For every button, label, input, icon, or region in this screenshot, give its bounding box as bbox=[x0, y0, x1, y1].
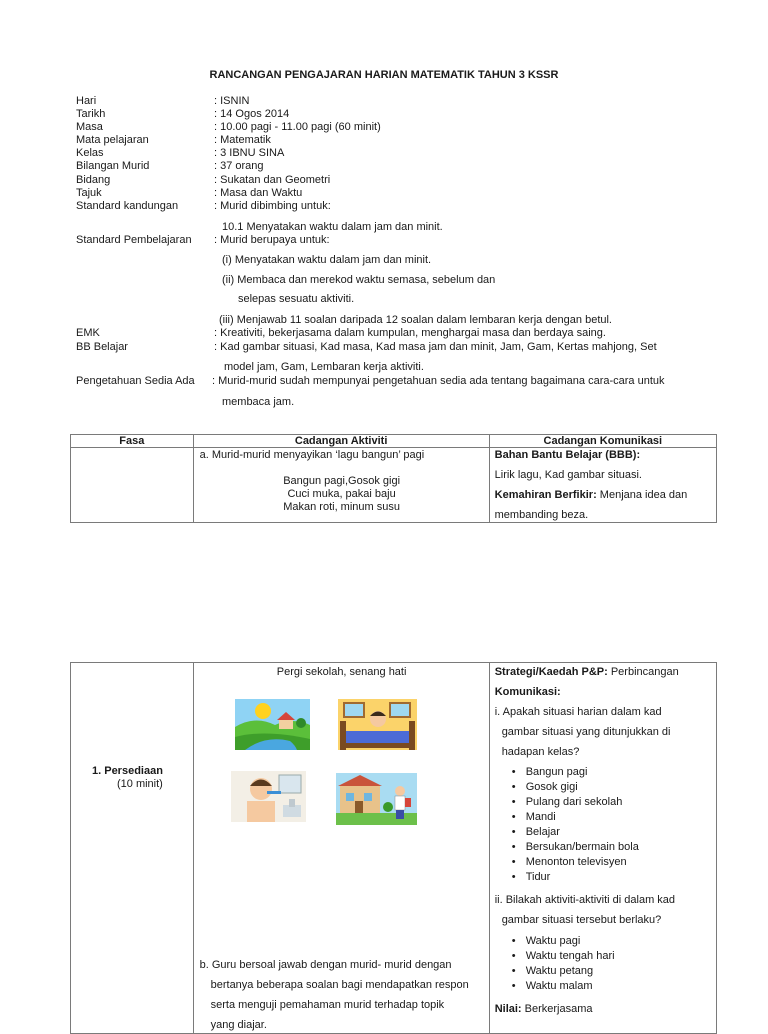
question-1-line-1: i. Apakah situasi harian dalam kad bbox=[494, 706, 662, 718]
masa-value: : 10.00 pagi - 11.00 pagi (60 minit) bbox=[214, 121, 381, 133]
sp-item-ii-cont: selepas sesuatu aktiviti. bbox=[238, 293, 355, 305]
bb-belajar-label: BB Belajar bbox=[76, 341, 128, 353]
masa-label: Masa bbox=[76, 121, 103, 133]
bbb-value: Lirik lagu, Kad gambar situasi. bbox=[494, 469, 642, 481]
nilai-value: Berkerjasama bbox=[521, 1003, 593, 1015]
sunrise-landscape-image bbox=[235, 699, 310, 750]
bilangan-murid-label: Bilangan Murid bbox=[76, 160, 150, 172]
list-item: • Bersukan/bermain bola bbox=[512, 840, 639, 855]
activity-b-line-3: serta menguji pemahaman murid terhadap topik bbox=[210, 999, 445, 1011]
activity-a: a. Murid-murid menyayikan ‘lagu bangun’ pagi bbox=[199, 449, 425, 461]
pengetahuan-label: Pengetahuan Sedia Ada bbox=[76, 375, 195, 387]
activity-b-line-4: yang diajar. bbox=[210, 1019, 267, 1031]
bidang-label: Bidang bbox=[76, 174, 111, 186]
tarikh-label: Tarikh bbox=[76, 108, 106, 120]
emk-value: : Kreativiti, bekerjasama dalam kumpulan, menghargai masa dan berdaya saing. bbox=[214, 327, 606, 339]
pengetahuan-cont: membaca jam. bbox=[222, 396, 295, 408]
lesson-table-1 bbox=[70, 434, 717, 523]
fasa-cell bbox=[71, 448, 194, 523]
standard-pembelajaran-label: Standard Pembelajaran bbox=[76, 234, 192, 246]
question-1-line-2: gambar situasi yang ditunjukkan di bbox=[501, 726, 671, 738]
tajuk-value: : Masa dan Waktu bbox=[214, 187, 303, 199]
bb-belajar-value: : Kad gambar situasi, Kad masa, Kad masa jam dan minit, Jam, Gam, Kertas mahjong, Set bbox=[214, 341, 657, 353]
standard-kandungan-item: 10.1 Menyatakan waktu dalam jam dan minit. bbox=[222, 221, 443, 233]
question-1-line-3: hadapan kelas? bbox=[501, 746, 580, 758]
header-fasa: Fasa bbox=[71, 435, 194, 448]
activity-b-line-2: bertanya beberapa soalan bagi mendapatkan respon bbox=[210, 979, 469, 991]
aktiviti-persediaan-cell bbox=[193, 663, 489, 1034]
tarikh-value: : 14 Ogos 2014 bbox=[214, 108, 290, 120]
page-title: RANCANGAN PENGAJARAN HARIAN MATEMATIK TAHUN 3 KSSR bbox=[209, 69, 559, 81]
nilai bbox=[495, 1003, 593, 1015]
waktu-list bbox=[512, 934, 615, 994]
waking-up-image bbox=[338, 699, 417, 750]
strategi bbox=[495, 666, 679, 678]
emk-label: EMK bbox=[76, 327, 100, 339]
komunikasi-cell bbox=[489, 448, 716, 523]
activity-b-line-1: b. Guru bersoal jawab dengan murid- murid dengan bbox=[199, 959, 452, 971]
fasa-time: (10 minit) bbox=[117, 778, 163, 790]
brushing-teeth-image bbox=[231, 771, 306, 822]
situasi-list bbox=[512, 765, 639, 885]
fasa-persediaan-cell bbox=[71, 663, 194, 1034]
mata-pelajaran-value: : Matematik bbox=[214, 134, 271, 146]
sp-item-ii: (ii) Membaca dan merekod waktu semasa, sebelum dan bbox=[222, 274, 496, 286]
strategi-label: Strategi/Kaedah P&P: bbox=[494, 666, 608, 678]
standard-pembelajaran-value: : Murid berupaya untuk: bbox=[214, 234, 330, 246]
song-line-1: Bangun pagi,Gosok gigi bbox=[283, 475, 401, 487]
bbb-label: Bahan Bantu Belajar (BBB): bbox=[494, 449, 641, 461]
standard-kandungan-value: : Murid dibimbing untuk: bbox=[214, 200, 331, 212]
list-item: • Gosok gigi bbox=[512, 780, 639, 795]
list-item: • Tidur bbox=[512, 870, 639, 885]
tajuk-label: Tajuk bbox=[76, 187, 102, 199]
kelas-label: Kelas bbox=[76, 147, 104, 159]
list-item: • Pulang dari sekolah bbox=[512, 795, 639, 810]
kemahiran-cont: membanding beza. bbox=[494, 509, 589, 521]
mata-pelajaran-label: Mata pelajaran bbox=[76, 134, 149, 146]
kemahiran-berfikir bbox=[495, 489, 688, 501]
komunikasi-label: Komunikasi: bbox=[494, 686, 561, 698]
song-line-4: Pergi sekolah, senang hati bbox=[276, 666, 407, 678]
lesson-table-2 bbox=[70, 662, 717, 1034]
hari-value: : ISNIN bbox=[214, 95, 250, 107]
kelas-value: : 3 IBNU SINA bbox=[214, 147, 285, 159]
song-line-2: Cuci muka, pakai baju bbox=[287, 488, 396, 500]
bb-belajar-cont: model jam, Gam, Lembaran kerja aktiviti. bbox=[224, 361, 424, 373]
list-item: • Waktu malam bbox=[512, 979, 615, 994]
hari-label: Hari bbox=[76, 95, 97, 107]
nilai-label: Nilai: bbox=[494, 1003, 522, 1015]
list-item: • Waktu pagi bbox=[512, 934, 615, 949]
kemahiran-value: Menjana idea dan bbox=[596, 489, 688, 501]
aktiviti-cell bbox=[193, 448, 489, 523]
list-item: • Bangun pagi bbox=[512, 765, 639, 780]
sp-item-iii: (iii) Menjawab 11 soalan daripada 12 soalan dalam lembaran kerja dengan betul. bbox=[219, 314, 612, 326]
list-item: • Waktu tengah hari bbox=[512, 949, 615, 964]
strategi-value: Perbincangan bbox=[607, 666, 679, 678]
song-line-3: Makan roti, minum susu bbox=[283, 501, 400, 513]
komunikasi-persediaan-cell bbox=[489, 663, 716, 1034]
question-2-line-1: ii. Bilakah aktiviti-aktiviti di dalam kad bbox=[494, 894, 676, 906]
sp-item-i: (i) Menyatakan waktu dalam jam dan minit. bbox=[222, 254, 432, 266]
standard-kandungan-label: Standard kandungan bbox=[76, 200, 179, 212]
bidang-value: : Sukatan dan Geometri bbox=[214, 174, 331, 186]
question-2-line-2: gambar situasi tersebut berlaku? bbox=[501, 914, 662, 926]
header-cadangan-aktiviti: Cadangan Aktiviti bbox=[193, 435, 489, 448]
list-item: • Waktu petang bbox=[512, 964, 615, 979]
fasa-name: 1. Persediaan bbox=[92, 765, 163, 777]
list-item: • Belajar bbox=[512, 825, 639, 840]
bilangan-murid-value: : 37 orang bbox=[214, 160, 264, 172]
list-item: • Menonton televisyen bbox=[512, 855, 639, 870]
kemahiran-label: Kemahiran Berfikir: bbox=[494, 489, 597, 501]
list-item: • Mandi bbox=[512, 810, 639, 825]
going-to-school-image bbox=[336, 773, 417, 825]
pengetahuan-value: : Murid-murid sudah mempunyai pengetahuan sedia ada tentang bagaimana cara-cara untuk bbox=[212, 375, 665, 387]
header-cadangan-komunikasi: Cadangan Komunikasi bbox=[489, 435, 716, 448]
